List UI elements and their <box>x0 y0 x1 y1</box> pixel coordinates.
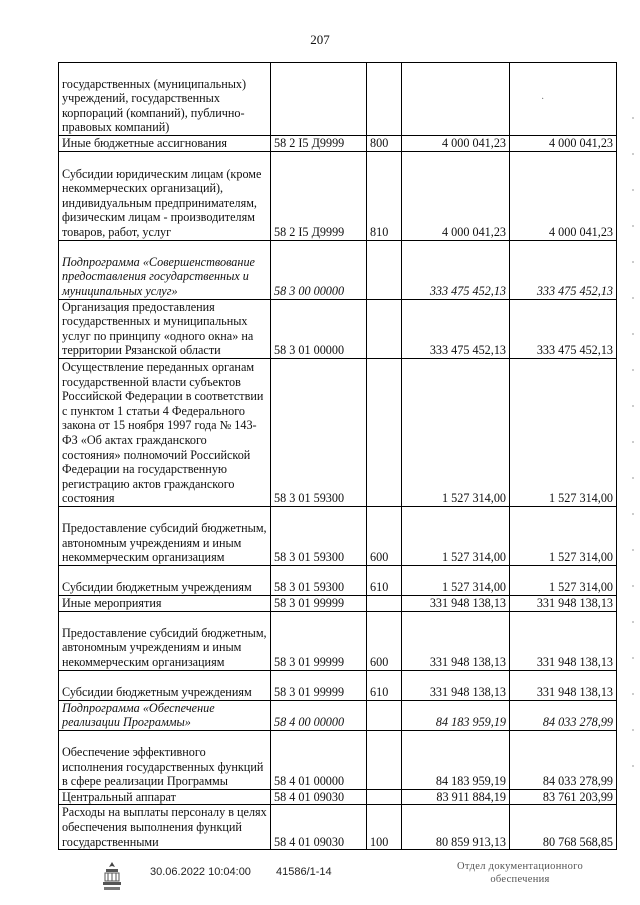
department-stamp <box>440 860 600 886</box>
item-name-cell: Субсидии юридическим лицам (кроме некоммерческих организаций), индивидуальным предпринимателям, физическим лицам - производителям товаров, работ, услуг <box>59 151 271 240</box>
amount-2023-cell: 84 183 959,19 <box>402 700 510 730</box>
table-row <box>59 240 617 299</box>
footer-date: 30.06.2022 10:04:00 <box>150 866 251 878</box>
expense-type-cell <box>367 789 402 805</box>
table-row <box>59 358 617 506</box>
amount-2023-cell: 333 475 452,13 <box>402 240 510 299</box>
item-name-cell: Иные бюджетные ассигнования <box>59 136 271 152</box>
table-row <box>59 700 617 730</box>
expense-type-cell: 610 <box>367 670 402 700</box>
expense-type-cell: 600 <box>367 506 402 565</box>
amount-2024-cell: 1 527 314,00 <box>510 565 617 595</box>
amount-2023-cell: 4 000 041,23 <box>402 136 510 152</box>
budget-table <box>58 62 617 850</box>
expense-type-cell <box>367 700 402 730</box>
amount-2024-cell: 80 768 568,85 <box>510 805 617 850</box>
amount-2023-cell <box>402 63 510 136</box>
amount-2024-cell <box>510 63 617 136</box>
expense-type-cell: 610 <box>367 565 402 595</box>
expense-type-cell <box>367 240 402 299</box>
amount-2023-cell: 333 475 452,13 <box>402 299 510 358</box>
amount-2024-cell: 4 000 041,23 <box>510 136 617 152</box>
item-name-cell: Осуществление переданных органам государственной власти субъектов Российской Федерации в соответствии с пунктом 1 статьи 4 Федерального закона от 15 ноября 1997 года № 143-ФЗ «Об актах гражданского состояния» полномочий Российской Федерации на государственную регистрацию актов гражданского состояния <box>59 358 271 506</box>
item-name-cell: Предоставление субсидий бюджетным, автономным учреждениям и иным некоммерческим организациям <box>59 611 271 670</box>
amount-2023-cell: 83 911 884,19 <box>402 789 510 805</box>
table-row <box>59 595 617 611</box>
table-row <box>59 506 617 565</box>
item-name-cell: государственных (муниципальных) учреждений, государственных корпораций (компаний), публично-правовых компаний) <box>59 63 271 136</box>
target-code-cell: 58 3 01 59300 <box>271 565 367 595</box>
table-row <box>59 136 617 152</box>
item-name-cell: Подпрограмма «Обеспечение реализации Программы» <box>59 700 271 730</box>
amount-2023-cell: 331 948 138,13 <box>402 670 510 700</box>
target-code-cell: 58 3 01 00000 <box>271 299 367 358</box>
footer <box>0 858 640 898</box>
item-name-cell: Субсидии бюджетным учреждениям <box>59 565 271 595</box>
item-name-cell: Центральный аппарат <box>59 789 271 805</box>
table-row <box>59 63 617 136</box>
amount-2023-cell: 331 948 138,13 <box>402 611 510 670</box>
amount-2024-cell: 331 948 138,13 <box>510 595 617 611</box>
target-code-cell: 58 3 00 00000 <box>271 240 367 299</box>
stray-mark: · <box>541 94 545 105</box>
amount-2024-cell: 84 033 278,99 <box>510 730 617 789</box>
expense-type-cell <box>367 358 402 506</box>
amount-2024-cell: 1 527 314,00 <box>510 358 617 506</box>
target-code-cell: 58 4 01 00000 <box>271 730 367 789</box>
amount-2024-cell: 4 000 041,23 <box>510 151 617 240</box>
target-code-cell <box>271 63 367 136</box>
amount-2023-cell: 1 527 314,00 <box>402 358 510 506</box>
amount-2023-cell: 4 000 041,23 <box>402 151 510 240</box>
table-row <box>59 805 617 850</box>
item-name-cell: Подпрограмма «Совершенствование предоставления государственных и муниципальных услуг» <box>59 240 271 299</box>
expense-type-cell: 800 <box>367 136 402 152</box>
target-code-cell: 58 3 01 99999 <box>271 611 367 670</box>
expense-type-cell <box>367 730 402 789</box>
item-name-cell: Предоставление субсидий бюджетным, автономным учреждениям и иным некоммерческим организациям <box>59 506 271 565</box>
table-body <box>59 63 617 850</box>
target-code-cell: 58 3 01 59300 <box>271 358 367 506</box>
item-name-cell: Субсидии бюджетным учреждениям <box>59 670 271 700</box>
expense-type-cell: 810 <box>367 151 402 240</box>
target-code-cell: 58 3 01 99999 <box>271 595 367 611</box>
emblem-icon <box>100 860 124 892</box>
expense-type-cell <box>367 299 402 358</box>
table-row <box>59 611 617 670</box>
amount-2024-cell: 84 033 278,99 <box>510 700 617 730</box>
item-name-cell: Расходы на выплаты персоналу в целях обеспечения выполнения функций государственными <box>59 805 271 850</box>
target-code-cell: 58 3 01 59300 <box>271 506 367 565</box>
margin-dots <box>630 100 636 790</box>
expense-type-cell: 600 <box>367 611 402 670</box>
target-code-cell: 58 3 01 99999 <box>271 670 367 700</box>
expense-type-cell <box>367 63 402 136</box>
amount-2023-cell: 84 183 959,19 <box>402 730 510 789</box>
target-code-cell: 58 2 I5 Д9999 <box>271 151 367 240</box>
expense-type-cell <box>367 595 402 611</box>
item-name-cell: Обеспечение эффективного исполнения государственных функций в сфере реализации Программы <box>59 730 271 789</box>
footer-doc-code: 41586/1-14 <box>276 866 332 878</box>
page-number: 207 <box>310 32 330 47</box>
amount-2023-cell: 1 527 314,00 <box>402 506 510 565</box>
table-row <box>59 789 617 805</box>
target-code-cell: 58 4 01 09030 <box>271 805 367 850</box>
table-row <box>59 299 617 358</box>
amount-2024-cell: 333 475 452,13 <box>510 299 617 358</box>
table-row <box>59 151 617 240</box>
expense-type-cell: 100 <box>367 805 402 850</box>
amount-2023-cell: 331 948 138,13 <box>402 595 510 611</box>
amount-2024-cell: 83 761 203,99 <box>510 789 617 805</box>
table-row <box>59 730 617 789</box>
stamp-line-2: обеспечения <box>490 874 550 885</box>
item-name-cell: Организация предоставления государственных и муниципальных услуг по принципу «одного окна» на территории Рязанской области <box>59 299 271 358</box>
amount-2024-cell: 1 527 314,00 <box>510 506 617 565</box>
amount-2024-cell: 331 948 138,13 <box>510 670 617 700</box>
amount-2023-cell: 80 859 913,13 <box>402 805 510 850</box>
target-code-cell: 58 4 01 09030 <box>271 789 367 805</box>
amount-2024-cell: 333 475 452,13 <box>510 240 617 299</box>
target-code-cell: 58 4 00 00000 <box>271 700 367 730</box>
item-name-cell: Иные мероприятия <box>59 595 271 611</box>
table-row <box>59 670 617 700</box>
amount-2023-cell: 1 527 314,00 <box>402 565 510 595</box>
table-row <box>59 565 617 595</box>
amount-2024-cell: 331 948 138,13 <box>510 611 617 670</box>
target-code-cell: 58 2 I5 Д9999 <box>271 136 367 152</box>
stamp-line-1: Отдел документационного <box>456 861 584 872</box>
